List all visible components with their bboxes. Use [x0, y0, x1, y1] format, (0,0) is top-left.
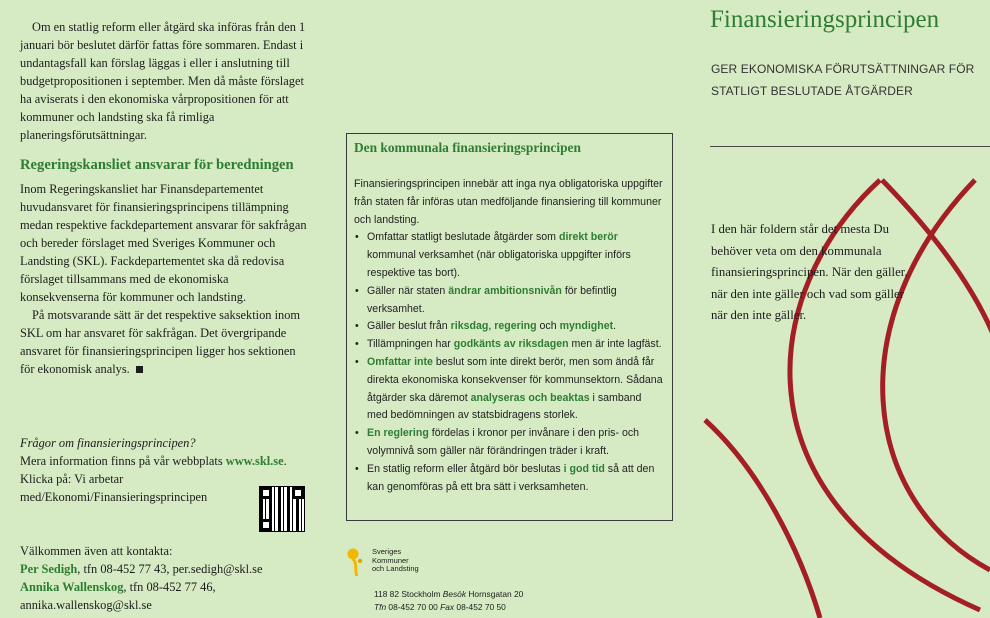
end-mark-icon — [136, 366, 143, 373]
address-line-2: Tfn 08-452 70 00 Fax 08-452 70 50 — [374, 602, 506, 612]
questions-text: Frågor om finansieringsprincipen? — [20, 436, 196, 450]
skl-logo — [346, 546, 436, 578]
list-item: • Omfattar statligt beslutade åtgärder som direkt berör kommunal verksamhet (när obligatoriska uppgifter införs respektive tas bort). — [354, 229, 663, 282]
section-heading: Regeringskansliet ansvarar för beredningen — [20, 157, 294, 173]
intro-paragraph: Om en statlig reform eller åtgärd ska införas från den 1 januari bör beslutet därför fattas före sommaren. Endast i undantagsfall kan förslag läggas i eller i anslutning till budgetpropositionen i september. Men då måste förslaget ha aviserats i den ekonomiska vårpropositionen för att kommuner och landsting ska få rimliga planeringsförutsättningar. — [20, 20, 306, 142]
box-intro: Finansieringsprincipen innebär att inga nya obligatoriska uppgifter från staten får införas utan medföljande finansiering till kommuner och landsting. — [354, 178, 663, 226]
click-path: Klicka på: Vi arbetar med/Ekonomi/Finansieringsprincipen — [20, 472, 208, 504]
skl-paragraph-text: På motsvarande sätt är det respektive saksektion inom SKL om har ansvaret för sakfrågan. Det övergripande ansvaret för finansieringsprincipen ligger hos sektionen för ekonomisk analys. — [20, 308, 301, 376]
cover-subtitle: GER EKONOMISKA FÖRUTSÄTTNINGAR FÖR STATLIGT BESLUTADE ÅTGÄRDER — [711, 62, 975, 98]
questions-label — [20, 434, 310, 452]
qr-code-icon — [259, 486, 305, 532]
info-line — [20, 452, 310, 470]
list-item: • Omfattar inte beslut som inte direkt berör, men som ändå får direkta ekonomiska konsekvenser för kommunsektorn. Sådana åtgärder ska däremot analyseras och beaktas i samband med bedömningen av statsbidragens storlek. — [354, 354, 663, 425]
contact-per — [20, 560, 310, 578]
list-item: • Tillämpningen har godkänts av riksdagen men är inte lagfäst. — [354, 336, 663, 354]
list-item: • En statlig reform eller åtgärd bör beslutas i god tid så att den kan genomföras på ett bra sätt i verksamheten. — [354, 461, 663, 497]
contact-annika — [20, 578, 310, 596]
contact-annika-details: , tfn 08-452 77 46, — [123, 580, 216, 594]
contact-per-details[interactable]: , tfn 08-452 77 43, per.sedigh@skl.se — [77, 562, 263, 576]
contact-annika-name: Annika Wallenskog — [20, 580, 124, 594]
contact-label: Välkommen även att kontakta: — [20, 544, 173, 558]
contact-annika-email[interactable]: annika.wallenskog@skl.se — [20, 598, 152, 612]
website-link[interactable]: www.skl.se — [225, 454, 284, 468]
cover-title: Finansieringsprincipen — [710, 6, 940, 33]
logo-line-1: Sveriges — [372, 547, 402, 556]
box-title: Den kommunala finansieringsprincipen — [354, 140, 581, 155]
list-item: • En reglering fördelas i kronor per invånare i den pris- och volymnivå som gäller när förändringen träder i kraft. — [354, 425, 663, 461]
info-suffix: . — [283, 454, 287, 468]
skl-paragraph — [20, 306, 310, 378]
responsibility-paragraph: Inom Regeringskansliet har Finansdepartementet huvudansvaret för finansieringsprincipens tillämpning medan respektive fackdepartement ansvarar för sakfrågan och bereder förslaget med Sveriges Kommuner och Landsting (SKL). Fackdepartementet ska då redovisa förslaget tillsammans med de ekonomiska konsekvenserna för kommuner och landsting. — [20, 182, 307, 304]
list-item: • Gäller beslut från riksdag, regering och myndighet. — [354, 318, 663, 336]
cover-divider — [710, 146, 990, 147]
principle-box — [346, 133, 673, 521]
skl-logo-icon — [346, 546, 366, 576]
logo-line-3: och Landsting — [372, 564, 419, 573]
address-line-1: 118 82 Stockholm Besök Hornsgatan 20 — [374, 589, 524, 599]
contact-per-name: Per Sedigh — [20, 562, 78, 576]
cover-body: I den här foldern står det mesta Du behöver veta om den kommunala finansieringsprincipen. När den gäller, när den inte gäller och vad som gäller när den inte gäller. — [711, 222, 908, 322]
info-prefix: Mera information finns på vår webbplats — [20, 454, 226, 468]
logo-line-2: Kommuner — [372, 555, 409, 565]
list-item: • Gäller när staten ändrar ambitionsnivån för befintlig verksamhet. — [354, 283, 663, 319]
box-list — [354, 229, 663, 496]
address-block — [374, 588, 523, 614]
